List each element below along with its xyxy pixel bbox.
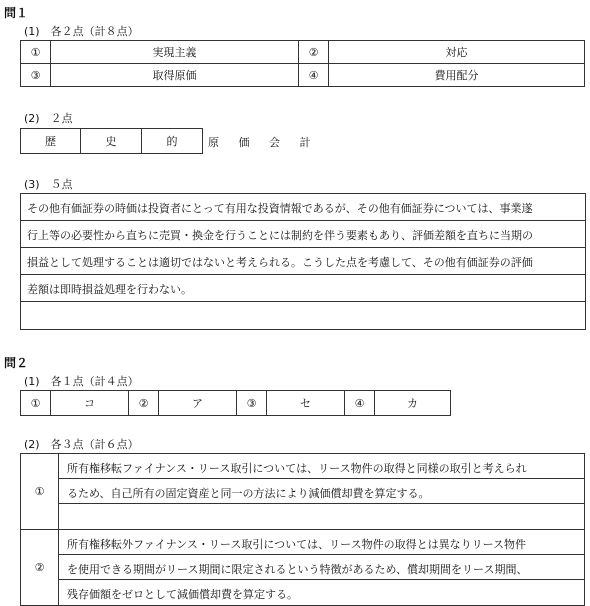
answer-number: ④ [345, 391, 375, 416]
answer-line: 行上等の必要性から直ちに売買・換金を行うことには制約を伴う要素もあり、評価差額を直ちに当期の [21, 221, 585, 248]
answer-cell: 費用配分 [329, 64, 585, 87]
q2-part2-answer-table [20, 453, 585, 606]
answer-cell: 取得原価 [51, 64, 299, 87]
answer-row [21, 530, 585, 606]
answer-cell [59, 530, 585, 606]
answer-line: を使用できる期間がリース期間に限定されるという特徴があるため、償却期間をリース期間、 [59, 555, 584, 580]
answer-number: ① [21, 41, 51, 64]
answer-line: その他有価証券の時価は投資者にとって有用な投資情報であるが、その他有価証券については、事業遂 [21, 194, 585, 221]
q1-part3-answer-box [20, 193, 586, 330]
answer-cell: ア [159, 391, 237, 416]
answer-number: ② [21, 530, 59, 606]
answer-line: るため、自己所有の固定資産と同一の方法により減価償却費を算定する。 [59, 479, 584, 504]
answer-line: 差額は即時損益処理を行わない。 [21, 275, 585, 302]
answer-number: ① [21, 391, 51, 416]
question-2-title: 問２ [4, 356, 29, 370]
answer-number: ② [299, 41, 329, 64]
answer-row [21, 391, 451, 416]
q2-part1-answer-table [20, 390, 451, 416]
q1-part2-answer-table [20, 128, 203, 154]
answer-number: ② [129, 391, 159, 416]
q1-part3-label: (3) ５点 [24, 178, 73, 191]
answer-line [21, 302, 585, 329]
q1-part2-label: (2) ２点 [24, 112, 73, 125]
answer-cell: セ [267, 391, 345, 416]
answer-cell: コ [51, 391, 129, 416]
answer-row [21, 454, 585, 530]
answer-row [21, 64, 585, 87]
answer-line [59, 504, 584, 529]
q2-part2-label: (2) 各３点（計６点） [24, 438, 139, 451]
answer-cell [59, 454, 585, 530]
q2-part1-label: (1) 各１点（計４点） [24, 375, 139, 388]
answer-line: 残存価額をゼロとして減価償却費を算定する。 [67, 588, 298, 601]
answer-cell: 対応 [329, 41, 585, 64]
answer-line: 所有権移転ファイナンス・リース取引については、リース物件の取得と同様の取引と考えられ [59, 454, 584, 479]
answer-line: 損益として処理することは適切ではないと考えられる。こうした点を考慮して、その他有価証券の評価 [21, 248, 585, 275]
answer-cell: 史 [81, 129, 142, 154]
answer-number: ③ [237, 391, 267, 416]
q1-part1-answer-table [20, 40, 585, 87]
answer-row [21, 129, 203, 154]
answer-cell: カ [375, 391, 451, 416]
q1-part1-label: (1) 各２点（計８点） [24, 25, 139, 38]
answer-number: ④ [299, 64, 329, 87]
answer-line: 所有権移転外ファイナンス・リース取引については、リース物件の取得とは異なりリース物件 [59, 530, 584, 555]
answer-number: ① [21, 454, 59, 530]
question-1-title: 問１ [4, 6, 29, 20]
answer-row [21, 41, 585, 64]
answer-cell: 実現主義 [51, 41, 299, 64]
q1-part2-suffix: 原 価 会 計 [208, 136, 319, 149]
answer-cell: 歴 [21, 129, 81, 154]
answer-number: ③ [21, 64, 51, 87]
answer-cell: 的 [142, 129, 203, 154]
